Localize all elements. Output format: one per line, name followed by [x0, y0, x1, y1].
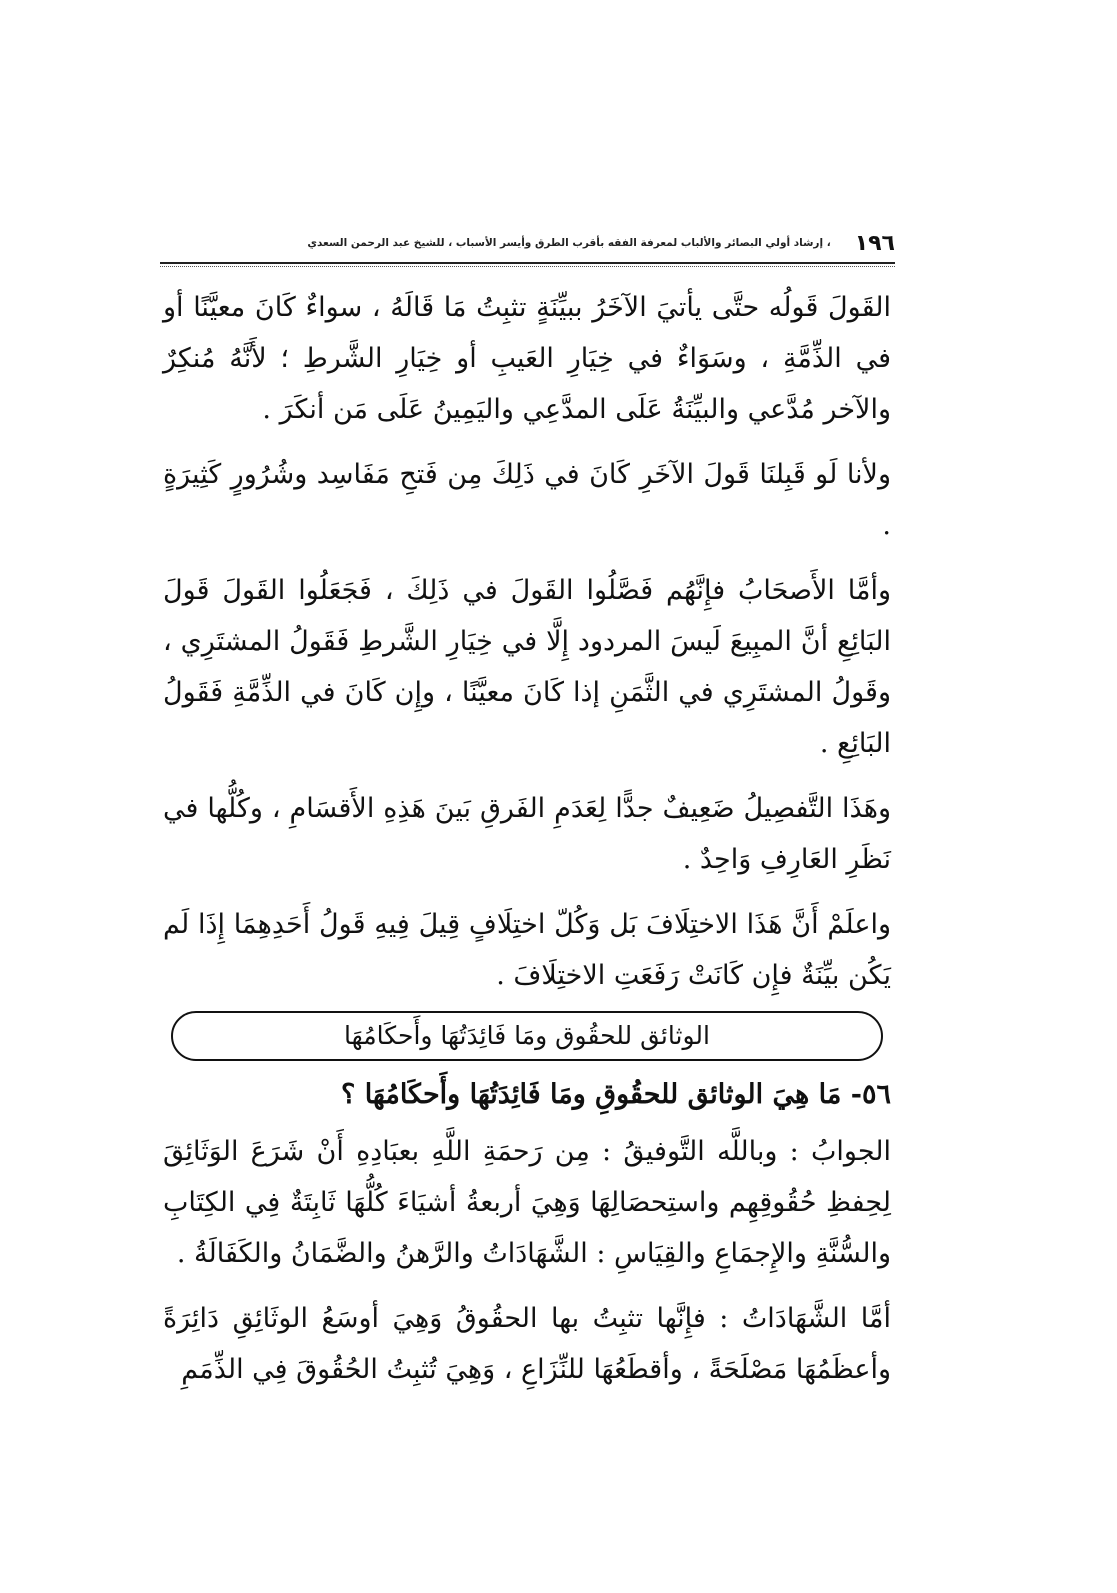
- paragraph: واعلَمْ أَنَّ هَذَا الاختِلَافَ بَل وَكُلّ اختِلَافٍ قِيلَ فِيهِ قَولُ أَحَدِهِمَا إِذَا لَم يَكُن بيِّنَةٌ فإِن كَانَتْ رَفَعَتِ الاختِلَافَ .: [163, 909, 891, 991]
- question-heading: ٥٦- مَا هِيَ الوثائق للحقُوقِ ومَا فَائِدَتُهَا وأَحكَامُهَا ؟: [340, 1079, 891, 1110]
- paragraph: ولأنا لَو قَبِلنَا قَولَ الآخَرِ كَانَ في ذَلِكَ مِن فَتحِ مَفَاسِد وشُرُورٍ كَثِيرَةٍ .: [163, 459, 891, 541]
- paragraph: وأمَّا الأَصحَابُ فإِنَّهُم فَصَّلُوا القَولَ في ذَلِكَ ، فَجَعَلُوا القَولَ قَولَ البَائِعِ أنَّ المبِيعَ لَيسَ المردود إِلَّا في خِيَارِ الشَّرطِ فَقَولُ المشتَرِي ، وقَولُ المشتَرِي في الثَّمَنِ إذا كَانَ معيَّنًا ، وإِن كَانَ في الذِّمَّةِ فَقَولُ البَائِعِ .: [163, 575, 891, 759]
- page-number: ١٩٦: [854, 230, 895, 256]
- paragraph: الجوابُ : وباللَّه التَّوفيقُ : مِن رَحمَةِ اللَّهِ بعبَادِهِ أَنْ شَرَعَ الوَثَائِقَ لِحِفظِ حُقُوقِهِم واستِحصَالِهَا وَهِيَ أربعةُ أشيَاءَ كُلُّهَا ثَابِتَةٌ فِي الكِتَابِ والسُّنَّةِ والإِجمَاعِ والقِيَاسِ : الشَّهَادَاتُ والرَّهنُ والضَّمَانُ والكَفَالَةُ .: [163, 1136, 891, 1269]
- header-divider: [160, 262, 895, 264]
- section-title: الوثائق للحقُوق ومَا فَائِدَتُهَا وأَحكَامُهَا: [344, 1021, 710, 1050]
- paragraph: أمَّا الشَّهَادَاتُ : فإِنَّها تثبِتُ بها الحقُوقُ وَهِيَ أوسَعُ الوثَائِقِ دَائِرَةً وأعظَمُهَا مَصْلَحَةً ، وأقطَعُهَا للنِّزَاعِ ، وَهِيَ تُثبِتُ الحُقُوقَ فِي الذِّمَمِ: [163, 1303, 891, 1385]
- page-header: [160, 226, 895, 260]
- paragraph: وهَذَا التَّفصِيلُ ضَعِيفٌ جدًّا لِعَدَمِ الفَرقِ بَينَ هَذِهِ الأَقسَامِ ، وكُلُّها في نَظَرِ العَارِفِ وَاحِدٌ .: [163, 793, 891, 875]
- running-title: ، إرشاد أولي البصائر والألباب لمعرفة الفقه بأقرب الطرق وأيسر الأسباب ، للشيخ عبد الرحمن السعدي: [307, 237, 831, 249]
- header-divider-dotted: [160, 266, 895, 267]
- paragraph: القَولَ قَولُه حتَّى يأتيَ الآخَرُ ببيِّنَةٍ تثبِتُ مَا قَالَهُ ، سواءٌ كَانَ معيَّنًا أو في الذِّمَّةِ ، وسَوَاءٌ في خِيَارِ العَيبِ أو خِيَارِ الشَّرطِ ؛ لأَنَّهُ مُنكِرٌ والآخر مُدَّعي والبيِّنَةُ عَلَى المدَّعِي واليَمِينُ عَلَى مَن أنكَرَ .: [163, 292, 891, 425]
- section-title-box: [171, 1011, 883, 1061]
- body-text: [163, 282, 891, 1395]
